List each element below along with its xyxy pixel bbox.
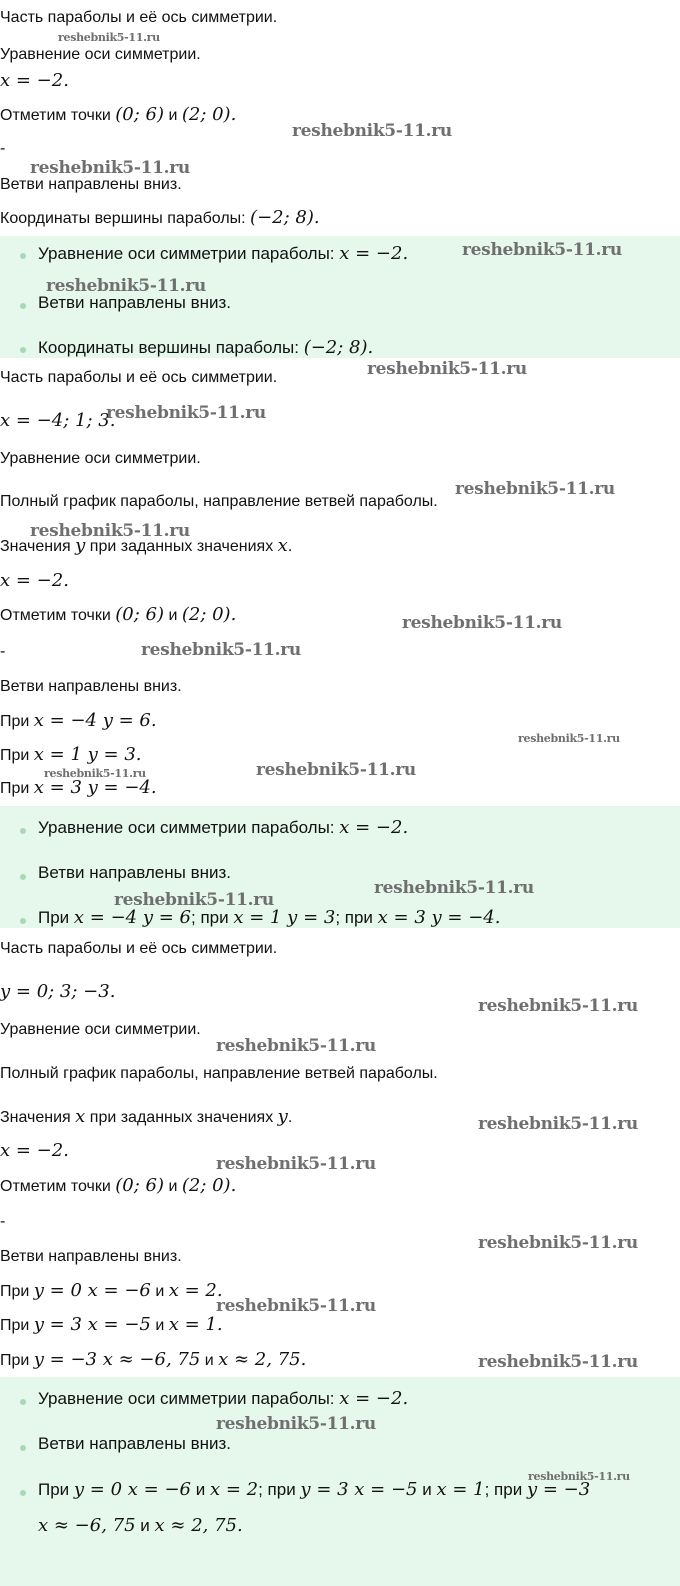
axis-equation: x = −2. [0, 1140, 69, 1161]
answer-item: При y = 0 x = −6 и x = 2; при y = 3 x = −5 и x = 1; при y = −3 [38, 1479, 591, 1500]
bullet [20, 253, 26, 259]
axis-heading: Уравнение оси симметрии. [0, 1021, 201, 1038]
value-row: При y = 3 x = −5 и x = 1. [0, 1314, 223, 1335]
bullet [20, 828, 26, 834]
watermark: reshebnik5-11.ru [106, 403, 266, 423]
answer-item: Ветви направлены вниз. [38, 1434, 232, 1453]
value-row: При y = 0 x = −6 и x = 2. [0, 1280, 223, 1301]
watermark: reshebnik5-11.ru [518, 732, 620, 745]
dash-line: - [0, 1213, 6, 1230]
answer-box [0, 806, 680, 928]
watermark: reshebnik5-11.ru [455, 479, 615, 499]
points-line: Отметим точки (0; 6) и (2; 0). [0, 104, 237, 125]
watermark: reshebnik5-11.ru [216, 1154, 376, 1174]
watermark: reshebnik5-11.ru [30, 158, 190, 178]
watermark: reshebnik5-11.ru [462, 240, 622, 260]
watermark: reshebnik5-11.ru [44, 767, 146, 780]
bullet [20, 918, 26, 924]
vertex-line: Координаты вершины параболы: (−2; 8). [0, 207, 320, 228]
bullet [20, 1399, 26, 1405]
axis-equation: x = −2. [0, 570, 69, 591]
dash-line: - [0, 140, 6, 157]
bullet [20, 1445, 26, 1451]
watermark: reshebnik5-11.ru [216, 1296, 376, 1316]
answer-item: Уравнение оси симметрии параболы: x = −2. [38, 1388, 409, 1409]
watermark: reshebnik5-11.ru [216, 1414, 376, 1434]
full-graph-line: Полный график параболы, направление ветвей параболы. [0, 1065, 438, 1082]
values-line: Значения x при заданных значениях y. [0, 1106, 293, 1127]
watermark: reshebnik5-11.ru [478, 1352, 638, 1372]
axis-equation [0, 70, 680, 93]
branches-line: Ветви направлены вниз. [0, 176, 182, 193]
watermark: reshebnik5-11.ru [46, 276, 206, 296]
answer-item-continued: x ≈ −6, 75 и x ≈ 2, 75. [38, 1515, 243, 1536]
watermark: reshebnik5-11.ru [216, 1036, 376, 1056]
answer-item: При x = −4 y = 6; при x = 1 y = 3; при x = 3 y = −4. [38, 907, 501, 928]
answer-item: Уравнение оси симметрии параболы: x = −2. [38, 817, 409, 838]
value-row: При x = −4 y = 6. [0, 710, 157, 731]
axis-heading: Уравнение оси симметрии. [0, 46, 201, 63]
answer-item: Уравнение оси симметрии параболы: x = −2. [38, 243, 409, 264]
watermark: reshebnik5-11.ru [292, 121, 452, 141]
watermark: reshebnik5-11.ru [141, 640, 301, 660]
full-graph-line: Полный график параболы, направление ветвей параболы. [0, 493, 438, 510]
watermark: reshebnik5-11.ru [478, 1233, 638, 1253]
given-values: x = −4; 1; 3. [0, 410, 116, 431]
section-title: Часть параболы и её ось симметрии. [0, 940, 278, 957]
watermark: reshebnik5-11.ru [374, 878, 534, 898]
points-line: Отметим точки (0; 6) и (2; 0). [0, 1175, 237, 1196]
values-line: Значения y при заданных значениях x. [0, 535, 293, 556]
watermark: reshebnik5-11.ru [114, 890, 274, 910]
section-title: Часть параболы и её ось симметрии. [0, 369, 278, 386]
answer-item: Ветви направлены вниз. [38, 863, 232, 882]
answer-item: Ветви направлены вниз. [38, 293, 232, 312]
watermark: reshebnik5-11.ru [58, 31, 160, 44]
watermark: reshebnik5-11.ru [367, 359, 527, 379]
bullet [20, 1490, 26, 1496]
branches-line: Ветви направлены вниз. [0, 1248, 182, 1265]
axis-heading: Уравнение оси симметрии. [0, 450, 201, 467]
math: x = −2. [0, 70, 69, 91]
value-row: При y = −3 x ≈ −6, 75 и x ≈ 2, 75. [0, 1349, 307, 1370]
branches-line: Ветви направлены вниз. [0, 678, 182, 695]
bullet [20, 874, 26, 880]
section-title: Часть параболы и её ось симметрии. [0, 9, 278, 26]
dash-line: - [0, 643, 6, 660]
watermark: reshebnik5-11.ru [478, 996, 638, 1016]
bullet [20, 347, 26, 353]
bullet [20, 303, 26, 309]
value-row: При x = 3 y = −4. [0, 777, 157, 798]
watermark: reshebnik5-11.ru [256, 760, 416, 780]
watermark: reshebnik5-11.ru [402, 613, 562, 633]
watermark: reshebnik5-11.ru [30, 521, 190, 541]
given-values: y = 0; 3; −3. [0, 981, 116, 1002]
watermark: reshebnik5-11.ru [528, 1470, 630, 1483]
answer-item: Координаты вершины параболы: (−2; 8). [38, 337, 374, 358]
watermark: reshebnik5-11.ru [478, 1114, 638, 1134]
value-row: При x = 1 y = 3. [0, 744, 142, 765]
points-line: Отметим точки (0; 6) и (2; 0). [0, 604, 237, 625]
